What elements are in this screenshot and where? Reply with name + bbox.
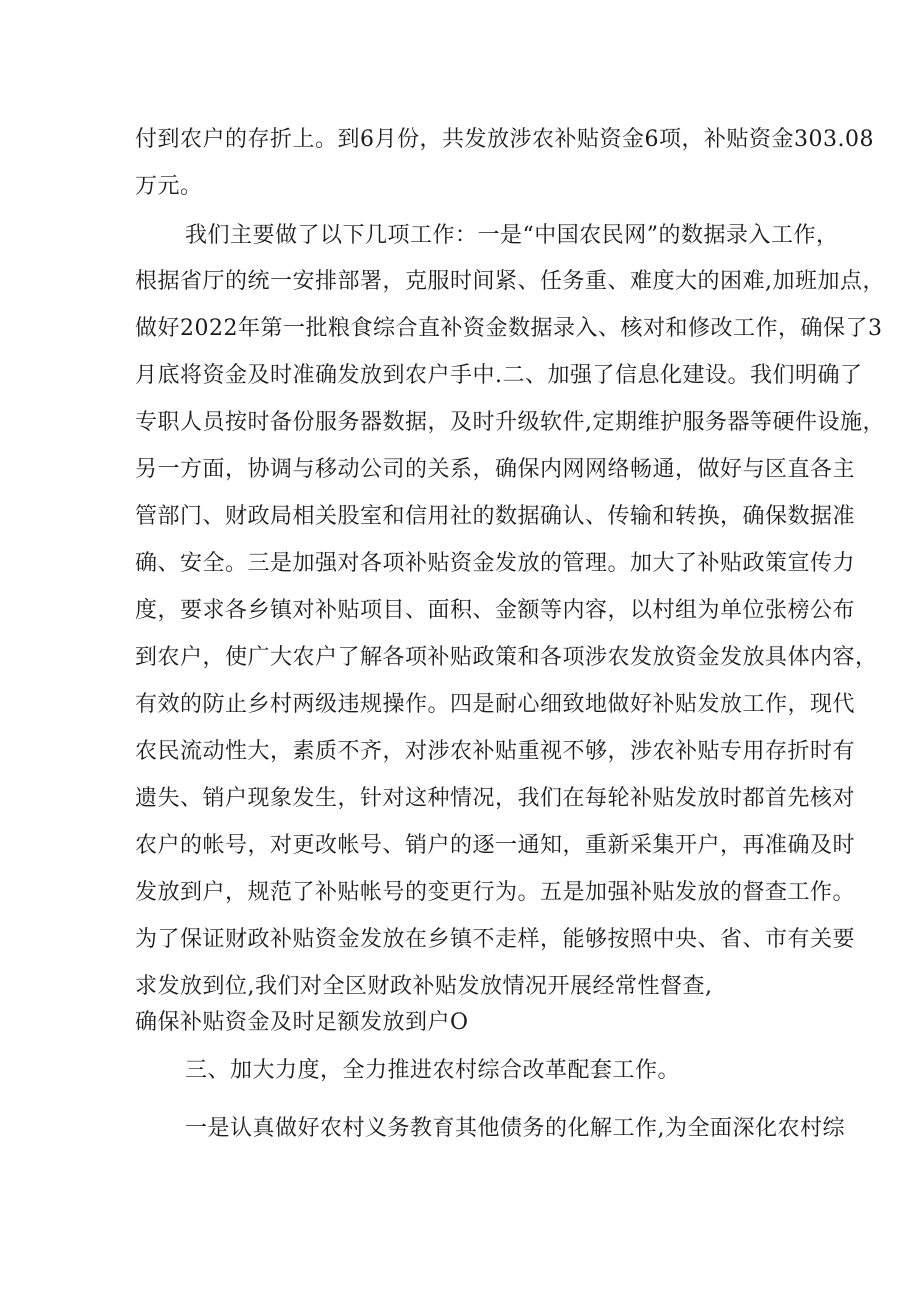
paragraph-2-line-18: 确保补贴资金及时足额发放到户O [135,1010,469,1035]
paragraph-2-line-11: 有效的防止乡村两级违规操作。四是耐心细致地做好补贴发放工作，现代 [135,692,856,717]
paragraph-2-line-13: 遗失、销户现象发生，针对这种情况，我们在每轮补贴发放时都首先核对 [135,786,856,811]
paragraph-2-line-4: 月底将资金及时准确发放到农户手中.二、加强了信息化建设。我们明确了 [135,363,863,388]
section-heading: 三、加大力度，全力推进农村综合改革配套工作。 [185,1058,681,1083]
paragraph-2-line-16: 为了保证财政补贴资金发放在乡镇不走样，能够按照中央、省、市有关要 [135,927,856,952]
paragraph-2-line-10: 到农户，使广大农户了解各项补贴政策和各项涉农发放资金发放具体内容， [135,645,878,670]
paragraph-2-line-2: 根据省厅的统一安排部署，克服时间紧、任务重、难度大的困难,加班加点， [135,269,885,294]
paragraph-2-line-6: 另一方面，协调与移动公司的关系，确保内网网络畅通，做好与区直各主 [135,457,856,482]
paragraph-2-line-3: 做好2022年第一批粮食综合直补资金数据录入、核对和修改工作，确保了3 [135,316,883,341]
paragraph-2-line-14: 农户的帐号，对更改帐号、销户的逐一通知，重新采集开户，再准确及时 [135,833,856,858]
paragraph-2-line-17: 求发放到位,我们对全区财政补贴发放情况开展经常性督查, [135,974,713,999]
paragraph-2-line-5: 专职人员按时备份服务器数据，及时升级软件,定期维护服务器等硬件设施， [135,410,885,435]
paragraph-4-line-1: 一是认真做好农村义务教育其他债务的化解工作,为全面深化农村综 [185,1116,845,1141]
paragraph-1-line-2: 万元。 [135,174,203,199]
paragraph-1-line-1: 付到农户的存折上。到6月份，共发放涉农补贴资金6项，补贴资金303.08 [135,127,874,152]
paragraph-2-line-8: 确、安全。三是加强对各项补贴资金发放的管理。加大了补贴政策宣传力 [135,551,856,576]
paragraph-2-line-7: 管部门、财政局相关股室和信用社的数据确认、传输和转换，确保数据准 [135,504,856,529]
paragraph-2-line-15: 发放到户，规范了补贴帐号的变更行为。五是加强补贴发放的督查工作。 [135,880,856,905]
paragraph-2-line-9: 度，要求各乡镇对补贴项目、面积、金额等内容，以村组为单位张榜公布 [135,598,856,623]
paragraph-2-line-1: 我们主要做了以下几项工作：一是“中国农民网”的数据录入工作， [185,223,839,248]
paragraph-2-line-12: 农民流动性大，素质不齐，对涉农补贴重视不够，涉农补贴专用存折时有 [135,739,856,764]
